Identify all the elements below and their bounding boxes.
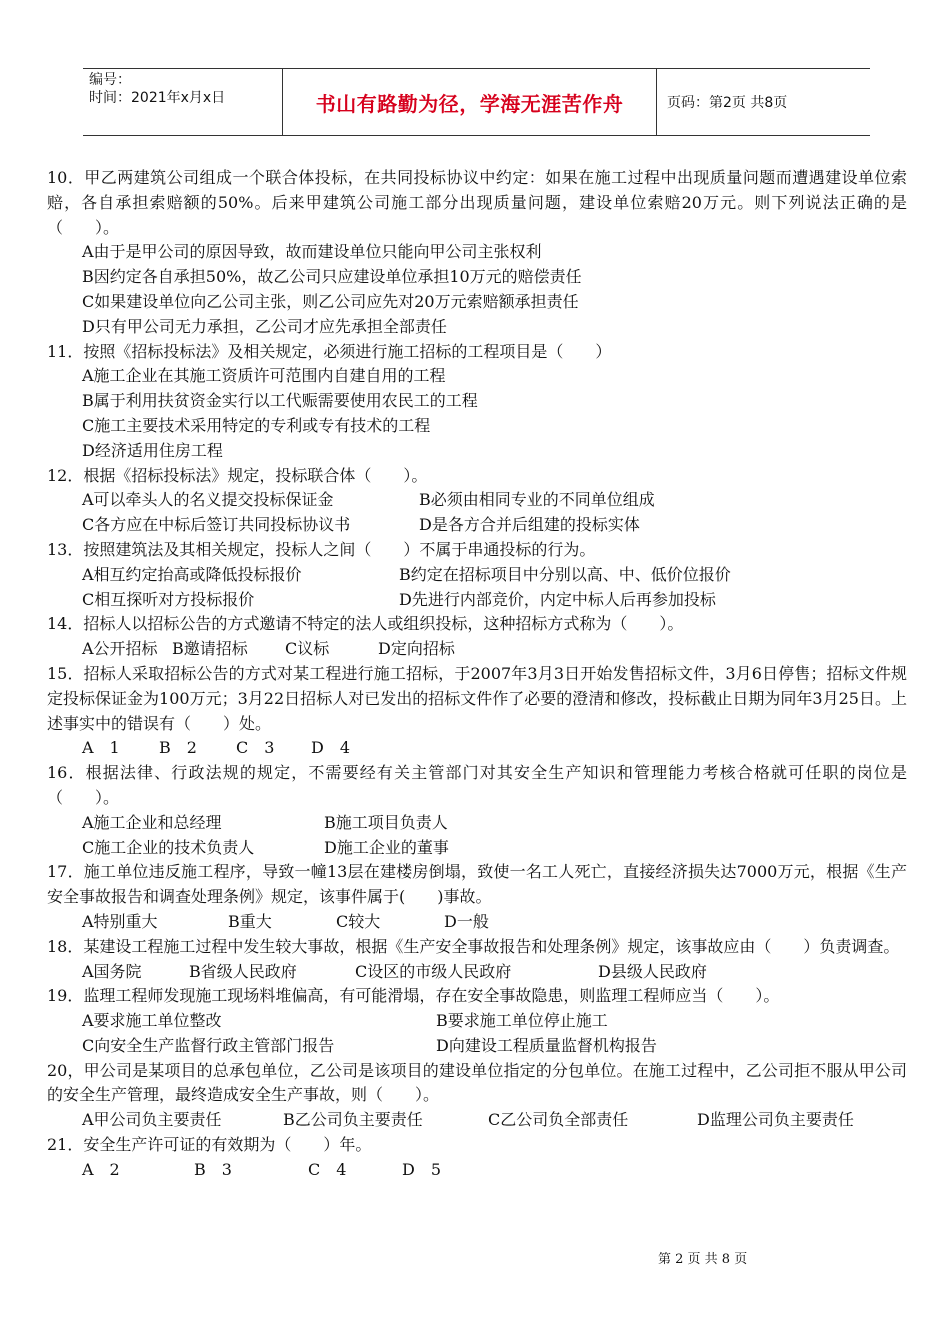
question-list (47, 166, 907, 1183)
option-row (47, 836, 907, 861)
question-item (47, 1059, 907, 1133)
option-row (47, 563, 907, 588)
question-stem: 20，甲公司是某项目的总承包单位，乙公司是该项目的建设单位指定的分包单位。在施工过程中，乙公司拒不服从甲公司的安全生产管理，最终造成安全生产事故，则（ ）。 (47, 1060, 907, 1105)
answer-option: D监理公司负主要责任 (697, 1110, 854, 1130)
answer-option: B重大 (228, 911, 272, 931)
answer-option: C 4 (308, 1159, 347, 1179)
question-stem: 11．按照《招标投标法》及相关规定，必须进行施工招标的工程项目是（ ） (47, 341, 612, 361)
question-item (47, 935, 907, 985)
option-row (47, 1034, 907, 1059)
document-number: 编号： (89, 72, 131, 88)
answer-option: B因约定各自承担50%，故乙公司只应建设单位承担10万元的赔偿责任 (82, 267, 582, 287)
answer-option: D只有甲公司无力承担，乙公司才应先承担全部责任 (82, 316, 447, 336)
question-item (47, 662, 907, 761)
header-page-number: 页码：第2页 共8页 (667, 95, 788, 111)
answer-option: D经济适用住房工程 (82, 440, 223, 460)
option-row (47, 414, 907, 439)
question-item (47, 340, 907, 464)
question-item (47, 166, 907, 340)
answer-option: A相互约定抬高或降低投标报价 (82, 564, 302, 584)
answer-option: C议标 (285, 639, 330, 659)
question-stem: 21．安全生产许可证的有效期为（ ）年。 (47, 1135, 372, 1155)
option-row (47, 290, 907, 315)
answer-option: A 1 (82, 738, 120, 758)
answer-option: C较大 (336, 911, 381, 931)
answer-option: C如果建设单位向乙公司主张，则乙公司应先对20万元索赔额承担责任 (82, 291, 579, 311)
answer-option: D一般 (444, 911, 489, 931)
question-stem: 14．招标人以招标公告的方式邀请不特定的法人或组织投标，这种招标方式称为（ ）。 (47, 614, 684, 634)
answer-option: A公开招标 (82, 639, 158, 659)
answer-option: B 2 (159, 738, 197, 758)
answer-option: C各方应在中标后签订共同投标协议书 (82, 515, 351, 535)
question-item (47, 464, 907, 538)
answer-option: A甲公司负主要责任 (82, 1110, 222, 1130)
answer-option: B乙公司负主要责任 (283, 1110, 423, 1130)
option-row (47, 513, 907, 538)
option-row (47, 364, 907, 389)
header-meta (83, 69, 283, 135)
answer-option: A由于是甲公司的原因导致，故而建设单位只能向甲公司主张权利 (82, 242, 542, 262)
question-stem: 10．甲乙两建筑公司组成一个联合体投标，在共同投标协议中约定：如果在施工过程中出现质量问题而遭遇建设单位索赔，各自承担索赔额的50%。后来甲建筑公司施工部分出现质量问题，建设单位索赔20万元。则下列说法正确的是（ ）。 (47, 168, 907, 237)
question-item (47, 538, 907, 612)
answer-option: B 3 (194, 1159, 232, 1179)
question-stem: 13．按照建筑法及其相关规定，投标人之间（ ）不属于串通投标的行为。 (47, 539, 596, 559)
option-row (47, 1108, 907, 1133)
answer-option: C施工主要技术采用特定的专利或专有技术的工程 (82, 415, 431, 435)
answer-option: D施工企业的董事 (324, 837, 449, 857)
question-item (47, 1133, 907, 1183)
answer-option: D先进行内部竞价，内定中标人后再参加投标 (399, 589, 716, 609)
option-row (47, 240, 907, 265)
answer-option: A可以牵头人的名义提交投标保证金 (82, 490, 334, 510)
answer-option: B省级人民政府 (189, 961, 297, 981)
answer-option: C 3 (236, 738, 275, 758)
question-item (47, 761, 907, 860)
answer-option: C向安全生产监督行政主管部门报告 (82, 1035, 335, 1055)
option-row (47, 811, 907, 836)
answer-option: D 5 (402, 1159, 442, 1179)
header-slogan: 书山有路勤为径，学海无涯苦作舟 (283, 69, 657, 135)
question-item (47, 984, 907, 1058)
option-row (47, 439, 907, 464)
document-time: 时间：2021年x月x日 (89, 90, 226, 106)
answer-option: C相互探听对方投标报价 (82, 589, 255, 609)
answer-option: B要求施工单位停止施工 (436, 1011, 608, 1031)
answer-option: A国务院 (82, 961, 142, 981)
option-row (47, 265, 907, 290)
answer-option: A特别重大 (82, 911, 158, 931)
answer-option: A 2 (82, 1159, 120, 1179)
answer-option: C设区的市级人民政府 (355, 961, 512, 981)
answer-option: B属于利用扶贫资金实行以工代赈需要使用农民工的工程 (82, 391, 478, 411)
question-item (47, 860, 907, 934)
question-stem: 19．监理工程师发现施工现场料堆偏高，有可能滑塌，存在安全事故隐患，则监理工程师应当（ ）。 (47, 986, 780, 1006)
answer-option: B约定在招标项目中分别以高、中、低价位报价 (399, 564, 731, 584)
option-row (47, 315, 907, 340)
option-row (47, 488, 907, 513)
question-stem: 18．某建设工程施工过程中发生较大事故，根据《生产安全事故报告和处理条例》规定，该事故应由（ ）负责调查。 (47, 936, 900, 956)
option-row (47, 389, 907, 414)
answer-option: B施工项目负责人 (324, 812, 448, 832)
option-row (47, 588, 907, 613)
answer-option: A施工企业和总经理 (82, 812, 222, 832)
answer-option: D定向招标 (378, 639, 455, 659)
option-row (47, 910, 907, 935)
question-stem: 17．施工单位违反施工程序，导致一幢13层在建楼房倒塌，致使一名工人死亡，直接经济损失达7000万元，根据《生产安全事故报告和调查处理条例》规定，该事件属于( )事故。 (47, 862, 907, 907)
answer-option: D县级人民政府 (598, 961, 707, 981)
option-row (47, 960, 907, 985)
question-stem: 15．招标人采取招标公告的方式对某工程进行施工招标，于2007年3月3日开始发售招标文件，3月6日停售；招标文件规定投标保证金为100万元；3月22日招标人对已发出的招标文件作了必要的澄清和修改，投标截止日期为同年3月25日。上述事实中的错误有（ ）处。 (47, 663, 907, 733)
option-row (47, 1158, 907, 1183)
option-row (47, 1009, 907, 1034)
page-header (83, 68, 870, 136)
answer-option: D 4 (311, 738, 351, 758)
answer-option: B必须由相同专业的不同单位组成 (419, 490, 655, 510)
answer-option: A施工企业在其施工资质许可范围内自建自用的工程 (82, 366, 446, 386)
question-stem: 12．根据《招标投标法》规定，投标联合体（ ）。 (47, 465, 428, 485)
page-footer: 第 2 页 共 8 页 (658, 1252, 748, 1267)
answer-option: B邀请招标 (172, 639, 248, 659)
question-stem: 16．根据法律、行政法规的规定，不需要经有关主管部门对其安全生产知识和管理能力考核合格就可任职的岗位是（ ）。 (47, 763, 907, 807)
answer-option: C乙公司负全部责任 (488, 1110, 629, 1130)
answer-option: D是各方合并后组建的投标实体 (419, 515, 640, 535)
option-row (47, 736, 907, 761)
question-item (47, 612, 907, 662)
answer-option: A要求施工单位整改 (82, 1011, 222, 1031)
option-row (47, 637, 907, 662)
answer-option: C施工企业的技术负责人 (82, 837, 255, 857)
answer-option: D向建设工程质量监督机构报告 (436, 1035, 657, 1055)
